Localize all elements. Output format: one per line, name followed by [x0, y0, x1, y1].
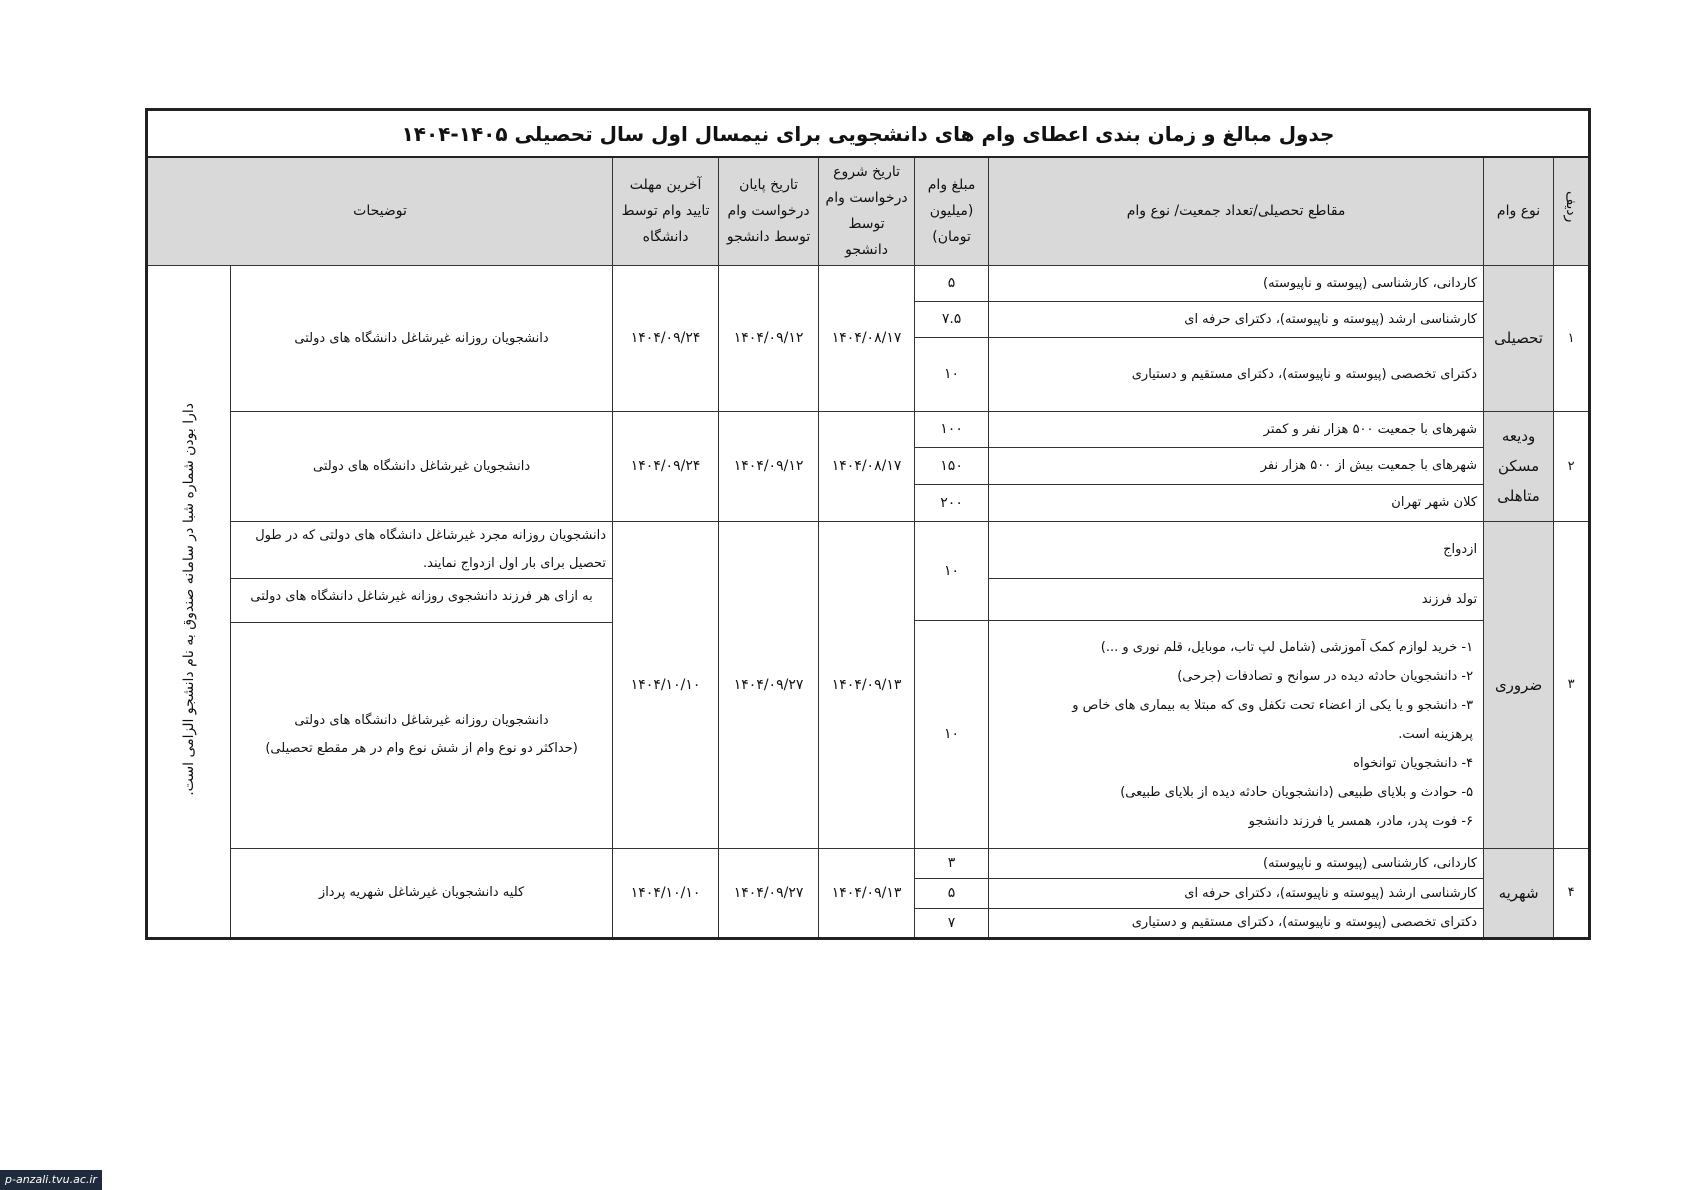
- notes-marriage: دانشجویان روزانه مجرد غیرشاغل دانشگاه های دولتی که در طول تحصیل برای بار اول ازدواج نمایند.: [231, 521, 613, 578]
- end-date: ۱۴۰۴/۰۹/۱۲: [719, 265, 819, 411]
- notes-child: [231, 578, 613, 622]
- header-levels: مقاطع تحصیلی/تعداد جمعیت/ نوع وام: [989, 157, 1484, 265]
- notes: دانشجویان غیرشاغل دانشگاه های دولتی: [231, 411, 613, 521]
- level-label: کارشناسی ارشد (پیوسته و ناپیوسته)، دکترای حرفه ای: [989, 301, 1484, 337]
- level-label: شهرهای با جمعیت بیش از ۵۰۰ هزار نفر: [989, 447, 1484, 484]
- loan-amount: ۵: [915, 878, 989, 908]
- level-label: کاردانی، کارشناسی (پیوسته و ناپیوسته): [989, 848, 1484, 878]
- approval-deadline: ۱۴۰۴/۱۰/۱۰: [613, 521, 719, 848]
- table-row: [147, 521, 1590, 578]
- loan-type: ودیعه مسکن متاهلی: [1484, 411, 1554, 521]
- notes: دانشجویان روزانه غیرشاغل دانشگاه های دولتی: [231, 265, 613, 411]
- loan-amount: ۷: [915, 908, 989, 938]
- notes: کلیه دانشجویان غیرشاغل شهریه پرداز: [231, 848, 613, 938]
- notes-other: [231, 622, 613, 848]
- level-label: ازدواج: [989, 521, 1484, 578]
- loan-amount: ۱۰: [915, 337, 989, 411]
- loan-amount: ۱۵۰: [915, 447, 989, 484]
- header-loan-type: نوع وام: [1484, 157, 1554, 265]
- notes-other-line: دانشجویان روزانه غیرشاغل دانشگاه های دولتی: [294, 713, 549, 728]
- loan-amount: ۷.۵: [915, 301, 989, 337]
- list-item: ۵- حوادث و بلایای طبیعی (دانشجویان حادثه دیده از بلایای طبیعی): [1120, 784, 1474, 800]
- end-date: ۱۴۰۴/۰۹/۲۷: [719, 521, 819, 848]
- header-notes: توضیحات: [147, 157, 613, 265]
- loan-type: تحصیلی: [1484, 265, 1554, 411]
- side-note: دارا بودن شماره شبا در سامانه صندوق به نام دانشجو الزامی است.: [147, 265, 231, 938]
- row-number: ۱: [1554, 265, 1590, 411]
- level-label: شهرهای با جمعیت ۵۰۰ هزار نفر و کمتر: [989, 411, 1484, 447]
- start-date: ۱۴۰۴/۰۹/۱۳: [819, 848, 915, 938]
- header-row-no: ردیف: [1554, 157, 1590, 265]
- start-date: ۱۴۰۴/۰۹/۱۳: [819, 521, 915, 848]
- list-item: ۱- خرید لوازم کمک آموزشی (شامل لپ تاب، موبایل، قلم نوری و ...): [1100, 639, 1474, 655]
- list-item: پرهزینه است.: [1398, 726, 1474, 742]
- level-label: تولد فرزند: [989, 578, 1484, 620]
- row-number: ۳: [1554, 521, 1590, 848]
- loan-amount: ۱۰۰: [915, 411, 989, 447]
- header-start-date: تاریخ شروع درخواست وام توسط دانشجو: [819, 157, 915, 265]
- loan-schedule-table: [145, 108, 1591, 940]
- loan-type: شهریه: [1484, 848, 1554, 938]
- site-watermark: p-anzali.tvu.ac.ir: [0, 1170, 102, 1190]
- loan-type: ضروری: [1484, 521, 1554, 848]
- loan-amount: ۳: [915, 848, 989, 878]
- level-label: کارشناسی ارشد (پیوسته و ناپیوسته)، دکترای حرفه ای: [989, 878, 1484, 908]
- level-label: کلان شهر تهران: [989, 484, 1484, 521]
- header-row: [147, 157, 1590, 265]
- list-item: ۲- دانشجویان حادثه دیده در سوانح و تصادفات (جرحی): [1177, 668, 1474, 684]
- approval-deadline: ۱۴۰۴/۱۰/۱۰: [613, 848, 719, 938]
- end-date: ۱۴۰۴/۰۹/۲۷: [719, 848, 819, 938]
- loan-amount: ۵: [915, 265, 989, 301]
- row-number: ۴: [1554, 848, 1590, 938]
- header-approval-deadline: آخرین مهلت تایید وام توسط دانشگاه: [613, 157, 719, 265]
- notes-other-line: (حداکثر دو نوع وام از شش نوع وام در هر مقطع تحصیلی): [265, 741, 578, 756]
- approval-deadline: ۱۴۰۴/۰۹/۲۴: [613, 411, 719, 521]
- header-amount: مبلغ وام (میلیون تومان): [915, 157, 989, 265]
- list-item: ۳- دانشجو و یا یکی از اعضاء تحت تکفل وی که مبتلا به بیماری های خاص و: [1072, 697, 1474, 713]
- notes-child-text: به ازای هر فرزند دانشجوی روزانه غیرشاغل دانشگاه های دولتی: [250, 588, 593, 604]
- level-label: دکترای تخصصی (پیوسته و ناپیوسته)، دکترای مستقیم و دستیاری: [989, 908, 1484, 938]
- start-date: ۱۴۰۴/۰۸/۱۷: [819, 265, 915, 411]
- list-item: ۴- دانشجویان توانخواه: [1353, 755, 1474, 771]
- list-item: ۶- فوت پدر، مادر، همسر یا فرزند دانشجو: [1248, 813, 1474, 829]
- loan-amount: ۱۰: [915, 620, 989, 848]
- loan-schedule-document: [145, 108, 1588, 940]
- header-end-date: تاریخ پایان درخواست وام توسط دانشجو: [719, 157, 819, 265]
- table-row: [147, 265, 1590, 301]
- row-number: ۲: [1554, 411, 1590, 521]
- table-row: [147, 848, 1590, 878]
- level-label: دکترای تخصصی (پیوسته و ناپیوسته)، دکترای مستقیم و دستیاری: [989, 337, 1484, 411]
- essential-list: [989, 620, 1484, 848]
- loan-amount: ۱۰: [915, 521, 989, 620]
- table-title: جدول مبالغ و زمان بندی اعطای وام های دانشجویی برای نیمسال اول سال تحصیلی ۱۴۰۵-۱۴۰۴: [147, 110, 1590, 158]
- loan-amount: ۲۰۰: [915, 484, 989, 521]
- level-label: کاردانی، کارشناسی (پیوسته و ناپیوسته): [989, 265, 1484, 301]
- table-row: [147, 411, 1590, 447]
- start-date: ۱۴۰۴/۰۸/۱۷: [819, 411, 915, 521]
- end-date: ۱۴۰۴/۰۹/۱۲: [719, 411, 819, 521]
- approval-deadline: ۱۴۰۴/۰۹/۲۴: [613, 265, 719, 411]
